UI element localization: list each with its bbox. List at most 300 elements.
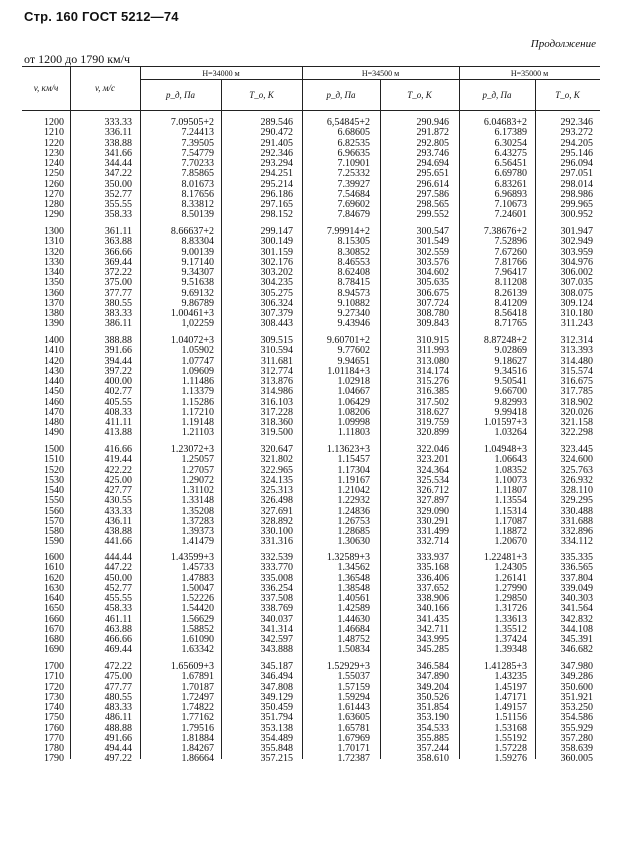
table-cell-t1: 293.294 — [260, 158, 293, 169]
table-cell-ms: 375.00 — [104, 277, 132, 289]
table-cell-t3: 301.947 — [560, 226, 593, 237]
table-cell-ms: 455.55 — [104, 593, 132, 604]
table-cell-p3: 6.69780 — [494, 168, 527, 180]
table-cell-t3: 340.303 — [560, 593, 593, 604]
table-cell-p2: 1.38548 — [337, 582, 370, 594]
table-cell-p1: 1.74822 — [181, 702, 214, 713]
table-cell-p1: 1.47883 — [181, 572, 214, 584]
table-cell-t1: 301.159 — [260, 246, 293, 258]
table-cell-p3: 1.26141 — [494, 572, 527, 584]
table-cell-p3: 8.41209 — [494, 297, 527, 309]
table-cell-t1: 324.135 — [260, 474, 293, 486]
table-cell-t3: 312.314 — [560, 335, 593, 346]
table-cell-p1: 1.39373 — [181, 526, 214, 537]
table-cell-t1: 349.129 — [260, 691, 293, 703]
table-cell-t1: 330.100 — [260, 526, 293, 537]
table-cell-kmh: 1300 — [44, 226, 64, 237]
table-cell-t2: 306.675 — [416, 287, 449, 299]
col-header-t: T_o, К — [249, 90, 274, 100]
table-cell-t3: 298.014 — [560, 178, 593, 190]
table-cell-ms: 438.88 — [104, 526, 132, 537]
table-cell-ms: 333.33 — [104, 117, 132, 128]
table-cell-kmh: 1510 — [44, 454, 64, 466]
table-cell-t1: 299.147 — [260, 226, 293, 237]
table-cell-t3: 315.574 — [560, 365, 593, 377]
table-cell-t2: 337.652 — [416, 582, 449, 594]
table-cell-p2: 1.26753 — [337, 515, 370, 527]
table-cell-ms: 408.33 — [104, 406, 132, 418]
table-cell-t2: 346.584 — [416, 661, 449, 672]
table-cell-p2: 1.01184+3 — [327, 365, 370, 377]
table-cell-p2: 1.34562 — [337, 562, 370, 574]
table-cell-kmh: 1750 — [44, 712, 64, 724]
table-cell-ms: 450.00 — [104, 572, 132, 584]
table-cell-t1: 332.539 — [260, 552, 293, 563]
table-cell-ms: 480.55 — [104, 691, 132, 703]
table-cell-t3: 303.959 — [560, 246, 593, 258]
table-cell-kmh: 1650 — [44, 603, 64, 615]
table-cell-ms: 422.22 — [104, 464, 132, 476]
table-cell-p2: 1.52929+3 — [326, 661, 370, 672]
table-cell-t1: 310.594 — [260, 345, 293, 357]
table-cell-t2: 290.946 — [416, 117, 449, 128]
table-cell-p1: 1.15286 — [181, 396, 214, 408]
table-cell-p3: 1.15314 — [494, 505, 527, 517]
table-cell-p2: 8.30852 — [337, 246, 370, 258]
table-cell-t3: 293.272 — [560, 127, 593, 139]
table-cell-p1: 1.37283 — [181, 515, 214, 527]
table-cell-p3: 1.22481+3 — [483, 552, 527, 563]
table-cell-t3: 358.639 — [560, 743, 593, 754]
table-cell-p3: 9.50541 — [494, 376, 527, 387]
table-cell-t3: 325.763 — [560, 464, 593, 476]
table-cell-p3: 1.33613 — [494, 613, 527, 625]
group-rule — [140, 79, 600, 80]
table-cell-t1: 328.892 — [260, 515, 293, 527]
table-cell-t3: 342.832 — [560, 613, 593, 625]
table-cell-p2: 1.32589+3 — [326, 552, 370, 563]
table-cell-t1: 312.774 — [260, 365, 293, 377]
table-cell-ms: 488.88 — [104, 722, 132, 734]
table-cell-p3: 9.18627 — [494, 355, 527, 367]
table-cell-ms: 427.77 — [104, 485, 132, 496]
table-cell-p2: 1.06429 — [337, 396, 370, 408]
table-cell-p1: 1.21103 — [181, 427, 214, 439]
table-cell-p1: 1.19148 — [181, 417, 214, 428]
table-cell-t3: 299.965 — [560, 199, 593, 210]
table-cell-p3: 1.39348 — [494, 644, 527, 656]
table-cell-p1: 1.31102 — [181, 485, 214, 496]
table-cell-t1: 296.186 — [260, 188, 293, 200]
table-cell-p1: 1.67891 — [181, 671, 214, 683]
table-cell-p2: 1.36548 — [337, 572, 370, 584]
table-cell-p3: 1.31726 — [494, 603, 527, 615]
table-cell-t3: 323.445 — [560, 444, 593, 455]
table-cell-p3: 1.17087 — [494, 515, 527, 527]
table-cell-t1: 331.316 — [260, 536, 293, 548]
table-cell-t3: 316.675 — [560, 376, 593, 387]
table-cell-t1: 343.888 — [260, 644, 293, 656]
table-cell-ms: 336.11 — [104, 127, 132, 139]
table-cell-t1: 306.324 — [260, 297, 293, 309]
table-cell-t2: 331.499 — [416, 526, 449, 537]
table-cell-p3: 8.87248+2 — [483, 335, 527, 346]
table-cell-t3: 350.600 — [560, 681, 593, 693]
table-cell-ms: 469.44 — [104, 644, 132, 656]
table-cell-t1: 353.138 — [260, 722, 293, 734]
table-cell-p3: 6.96893 — [494, 188, 527, 200]
table-cell-kmh: 1610 — [44, 562, 64, 574]
table-cell-kmh: 1680 — [44, 634, 64, 645]
table-cell-kmh: 1710 — [44, 671, 64, 683]
table-cell-p1: 1.58852 — [181, 623, 214, 635]
table-cell-t2: 332.714 — [416, 536, 449, 548]
table-cell-p2: 8.62408 — [337, 267, 370, 278]
table-cell-p3: 1.49157 — [494, 702, 527, 713]
col-divider — [70, 66, 71, 759]
table-cell-t2: 293.746 — [416, 147, 449, 159]
table-cell-t3: 302.949 — [560, 236, 593, 248]
table-cell-kmh: 1440 — [44, 376, 64, 387]
table-cell-t2: 325.534 — [416, 474, 449, 486]
table-cell-ms: 483.33 — [104, 702, 132, 713]
table-cell-p2: 1.65781 — [337, 722, 370, 734]
table-cell-t3: 304.976 — [560, 256, 593, 268]
table-cell-t2: 297.586 — [416, 188, 449, 200]
table-cell-ms: 372.22 — [104, 267, 132, 278]
table-cell-ms: 466.66 — [104, 634, 132, 645]
table-cell-t2: 343.995 — [416, 634, 449, 645]
table-cell-p1: 8.50139 — [181, 209, 214, 221]
table-cell-p3: 1.55192 — [494, 732, 527, 744]
table-cell-p2: 8.94573 — [337, 287, 370, 299]
group-header-35000: H=35000 м — [510, 69, 549, 78]
table-cell-ms: 350.00 — [104, 178, 132, 190]
table-cell-p3: 1.13554 — [494, 495, 527, 507]
table-cell-ms: 430.55 — [104, 495, 132, 507]
table-cell-p3: 1.11807 — [494, 485, 527, 496]
table-cell-p2: 1.44630 — [337, 613, 370, 625]
table-cell-t1: 304.235 — [260, 277, 293, 289]
table-cell-t3: 297.051 — [560, 168, 593, 180]
table-cell-ms: 361.11 — [104, 226, 132, 237]
table-cell-ms: 413.88 — [104, 427, 132, 439]
table-cell-t3: 309.124 — [560, 297, 593, 309]
table-cell-kmh: 1230 — [44, 147, 64, 159]
table-cell-p1: 1.61090 — [181, 634, 214, 645]
table-cell-t2: 301.549 — [416, 236, 449, 248]
table-cell-p2: 1.04667 — [337, 386, 370, 398]
table-cell-kmh: 1320 — [44, 246, 64, 258]
table-cell-p1: 1.43599+3 — [170, 552, 214, 563]
table-cell-p2: 7.69602 — [337, 199, 370, 210]
table-cell-t2: 355.885 — [416, 732, 449, 744]
table-cell-p2: 1.61443 — [337, 702, 370, 713]
table-cell-p3: 1.37424 — [494, 634, 527, 645]
table-cell-kmh: 1590 — [44, 536, 64, 548]
table-cell-p2: 6.96635 — [337, 147, 370, 159]
table-cell-p3: 1.47171 — [494, 691, 527, 703]
table-cell-ms: 458.33 — [104, 603, 132, 615]
table-cell-t1: 355.848 — [260, 743, 293, 754]
table-cell-t2: 302.559 — [416, 246, 449, 258]
table-cell-p1: 1.41479 — [181, 536, 214, 548]
table-cell-p2: 1.67969 — [337, 732, 370, 744]
table-cell-p2: 8.15305 — [337, 236, 370, 248]
table-cell-ms: 388.88 — [104, 335, 132, 346]
table-cell-kmh: 1490 — [44, 427, 64, 439]
col-divider — [380, 80, 381, 759]
table-cell-t3: 308.075 — [560, 287, 593, 299]
col-divider — [302, 66, 303, 759]
table-cell-ms: 472.22 — [104, 661, 132, 672]
table-cell-t3: 334.112 — [560, 536, 593, 548]
table-cell-p2: 9.77602 — [337, 345, 370, 357]
table-cell-p3: 1.04948+3 — [483, 444, 527, 455]
table-cell-t1: 337.508 — [260, 593, 293, 604]
table-cell-p1: 1.17210 — [181, 406, 214, 418]
table-cell-p2: 1.08206 — [337, 406, 370, 418]
table-cell-ms: 405.55 — [104, 396, 132, 408]
table-cell-kmh: 1530 — [44, 474, 64, 486]
table-cell-t2: 316.385 — [416, 386, 449, 398]
table-cell-t3: 294.205 — [560, 137, 593, 149]
table-cell-t1: 289.546 — [260, 117, 293, 128]
table-cell-t2: 330.291 — [416, 515, 449, 527]
table-cell-kmh: 1400 — [44, 335, 64, 346]
table-cell-p1: 1.23072+3 — [170, 444, 214, 455]
table-cell-p3: 7.38676+2 — [483, 226, 527, 237]
group-header-34000: H=34000 м — [202, 69, 240, 78]
table-cell-p3: 1.43235 — [494, 671, 527, 683]
table-cell-p2: 9.10882 — [337, 297, 370, 309]
table-cell-kmh: 1330 — [44, 256, 64, 268]
table-cell-kmh: 1380 — [44, 308, 64, 319]
table-cell-t2: 358.610 — [416, 753, 449, 765]
table-cell-t2: 349.204 — [416, 681, 449, 693]
table-cell-p1: 1.27057 — [181, 464, 214, 476]
table-cell-p1: 7.24413 — [181, 127, 214, 139]
table-cell-p1: 7.85865 — [181, 168, 214, 180]
table-cell-t2: 294.694 — [416, 158, 449, 169]
table-cell-t3: 324.600 — [560, 454, 593, 466]
table-cell-t2: 338.906 — [416, 593, 449, 604]
table-cell-p3: 8.71765 — [494, 318, 527, 330]
table-cell-kmh: 1280 — [44, 199, 64, 210]
table-cell-kmh: 1690 — [44, 644, 64, 656]
table-cell-kmh: 1370 — [44, 297, 64, 309]
table-cell-p2: 1.59294 — [337, 691, 370, 703]
header-bottom-rule — [22, 110, 600, 111]
table-cell-p3: 9.34516 — [494, 365, 527, 377]
table-cell-t1: 291.405 — [260, 137, 293, 149]
col-header-p: p_д, Па — [326, 90, 356, 100]
table-cell-t1: 336.254 — [260, 582, 293, 594]
table-cell-kmh: 1410 — [44, 345, 64, 357]
table-cell-t3: 331.688 — [560, 515, 593, 527]
table-cell-p3: 7.67260 — [494, 246, 527, 258]
table-cell-t1: 322.965 — [260, 464, 293, 476]
table-cell-kmh: 1580 — [44, 526, 64, 537]
table-cell-t1: 342.597 — [260, 634, 293, 645]
table-cell-kmh: 1520 — [44, 464, 64, 476]
table-cell-t2: 307.724 — [416, 297, 449, 309]
table-cell-p3: 1.27990 — [494, 582, 527, 594]
table-cell-kmh: 1310 — [44, 236, 64, 248]
table-cell-p1: 1.65609+3 — [170, 661, 214, 672]
table-cell-p1: 1.04072+3 — [170, 335, 214, 346]
table-cell-ms: 444.44 — [104, 552, 132, 563]
speed-range: от 1200 до 1790 км/ч — [24, 52, 130, 66]
table-cell-t1: 325.313 — [260, 485, 293, 496]
table-cell-p3: 1.59276 — [494, 753, 527, 765]
table-cell-t2: 320.899 — [416, 427, 449, 439]
table-cell-t1: 350.459 — [260, 702, 293, 713]
table-cell-t1: 320.647 — [260, 444, 293, 455]
table-cell-kmh: 1480 — [44, 417, 64, 428]
table-cell-t3: 300.952 — [560, 209, 593, 221]
table-cell-p1: 1.77162 — [181, 712, 214, 724]
table-cell-p3: 1.45197 — [494, 681, 527, 693]
table-cell-ms: 461.11 — [104, 613, 132, 625]
table-cell-t2: 299.552 — [416, 209, 449, 221]
table-cell-ms: 441.66 — [104, 536, 132, 548]
table-cell-t1: 317.228 — [260, 406, 293, 418]
table-cell-kmh: 1700 — [44, 661, 64, 672]
table-cell-t1: 316.103 — [260, 396, 293, 408]
table-cell-p1: 8.66637+2 — [170, 226, 214, 237]
table-cell-kmh: 1560 — [44, 505, 64, 517]
table-cell-p2: 6.68605 — [337, 127, 370, 139]
table-cell-ms: 419.44 — [104, 454, 132, 466]
col-header-t: T_o, К — [407, 90, 432, 100]
table-cell-t1: 321.802 — [260, 454, 293, 466]
table-cell-t3: 354.586 — [560, 712, 593, 724]
table-cell-p3: 1.41285+3 — [483, 661, 527, 672]
table-cell-kmh: 1670 — [44, 623, 64, 635]
table-cell-p2: 1.22932 — [337, 495, 370, 507]
table-cell-p2: 1.30630 — [337, 536, 370, 548]
table-cell-t1: 314.986 — [260, 386, 293, 398]
table-cell-p3: 8.56418 — [494, 308, 527, 319]
table-cell-t2: 323.201 — [416, 454, 449, 466]
table-cell-t2: 324.364 — [416, 464, 449, 476]
table-cell-p2: 7.84679 — [337, 209, 370, 221]
table-cell-t1: 298.152 — [260, 209, 293, 221]
table-cell-t1: 305.275 — [260, 287, 293, 299]
table-cell-t1: 303.202 — [260, 267, 293, 278]
table-cell-p2: 1.42589 — [337, 603, 370, 615]
table-cell-t3: 337.804 — [560, 572, 593, 584]
table-cell-kmh: 1340 — [44, 267, 64, 278]
table-cell-ms: 377.77 — [104, 287, 132, 299]
col-header-v-kmh: v, км/ч — [33, 83, 59, 93]
table-cell-t2: 305.635 — [416, 277, 449, 289]
table-cell-kmh: 1360 — [44, 287, 64, 299]
table-cell-t2: 313.080 — [416, 355, 449, 367]
col-header-p: p_д, Па — [165, 90, 196, 100]
table-cell-p1: 7.09505+2 — [170, 117, 214, 128]
table-cell-t3: 313.393 — [560, 345, 593, 357]
table-cell-p1: 9.69132 — [181, 287, 214, 299]
table-cell-p1: 1.00461+3 — [170, 308, 214, 319]
table-cell-t3: 330.488 — [560, 505, 593, 517]
table-cell-p2: 7.25332 — [337, 168, 370, 180]
table-cell-t2: 315.276 — [416, 376, 449, 387]
table-cell-kmh: 1740 — [44, 702, 64, 713]
table-cell-kmh: 1500 — [44, 444, 64, 455]
table-cell-p2: 1.21042 — [337, 485, 370, 496]
table-cell-ms: 494.44 — [104, 743, 132, 754]
table-cell-kmh: 1390 — [44, 318, 64, 330]
table-cell-p3: 7.52896 — [494, 236, 527, 248]
table-cell-t3: 339.049 — [560, 582, 593, 594]
table-cell-t2: 336.406 — [416, 572, 449, 584]
table-cell-kmh: 1240 — [44, 158, 64, 169]
table-cell-t1: 292.346 — [260, 147, 293, 159]
table-cell-kmh: 1470 — [44, 406, 64, 418]
table-cell-t1: 327.691 — [260, 505, 293, 517]
table-cell-p2: 7.99914+2 — [326, 226, 370, 237]
table-cell-ms: 402.77 — [104, 386, 132, 398]
table-cell-kmh: 1660 — [44, 613, 64, 625]
table-cell-t3: 298.986 — [560, 188, 593, 200]
table-cell-t1: 347.808 — [260, 681, 293, 693]
table-cell-t3: 314.480 — [560, 355, 593, 367]
table-cell-t3: 317.785 — [560, 386, 593, 398]
table-cell-p2: 1.09998 — [337, 417, 370, 428]
table-cell-p2: 1.72387 — [337, 753, 370, 765]
table-cell-p1: 8.17656 — [181, 188, 214, 200]
table-cell-ms: 358.33 — [104, 209, 132, 221]
table-cell-p3: 9.99418 — [494, 406, 527, 418]
table-cell-t2: 295.651 — [416, 168, 449, 180]
table-cell-t3: 357.280 — [560, 732, 593, 744]
table-cell-p1: 9.17140 — [181, 256, 214, 268]
table-cell-p1: 1.84267 — [181, 743, 214, 754]
col-header-v-ms: v, м/с — [94, 83, 116, 93]
table-cell-p2: 7.39927 — [337, 178, 370, 190]
table-cell-p1: 7.70233 — [181, 158, 214, 169]
table-cell-t3: 292.346 — [560, 117, 593, 128]
table-cell-p1: 1.45733 — [181, 562, 214, 574]
table-cell-t1: 309.515 — [260, 335, 293, 346]
table-cell-t2: 310.915 — [416, 335, 449, 346]
col-divider — [221, 80, 222, 759]
table-cell-ms: 425.00 — [104, 474, 132, 486]
table-cell-t1: 351.794 — [260, 712, 293, 724]
table-cell-t3: 326.932 — [560, 474, 593, 486]
table-cell-t2: 300.547 — [416, 226, 449, 237]
table-cell-ms: 475.00 — [104, 671, 132, 683]
table-cell-ms: 394.44 — [104, 355, 132, 367]
table-cell-p3: 1.35512 — [494, 623, 527, 635]
table-cell-t3: 344.108 — [560, 623, 593, 635]
table-cell-ms: 436.11 — [104, 515, 132, 527]
table-cell-p1: 9.34307 — [181, 267, 214, 278]
group-header-34500: H=34500 м — [361, 69, 400, 78]
table-cell-p1: 1.81884 — [181, 732, 214, 744]
table-cell-p1: 1.86664 — [181, 753, 214, 765]
table-cell-t2: 317.502 — [416, 396, 449, 408]
table-cell-t1: 300.149 — [260, 236, 293, 248]
table-cell-t2: 335.168 — [416, 562, 449, 574]
table-cell-kmh: 1350 — [44, 277, 64, 289]
table-cell-t3: 353.250 — [560, 702, 593, 713]
table-cell-p1: 1.33148 — [181, 495, 214, 507]
table-cell-p3: 9.66700 — [494, 386, 527, 398]
table-cell-ms: 452.77 — [104, 582, 132, 594]
